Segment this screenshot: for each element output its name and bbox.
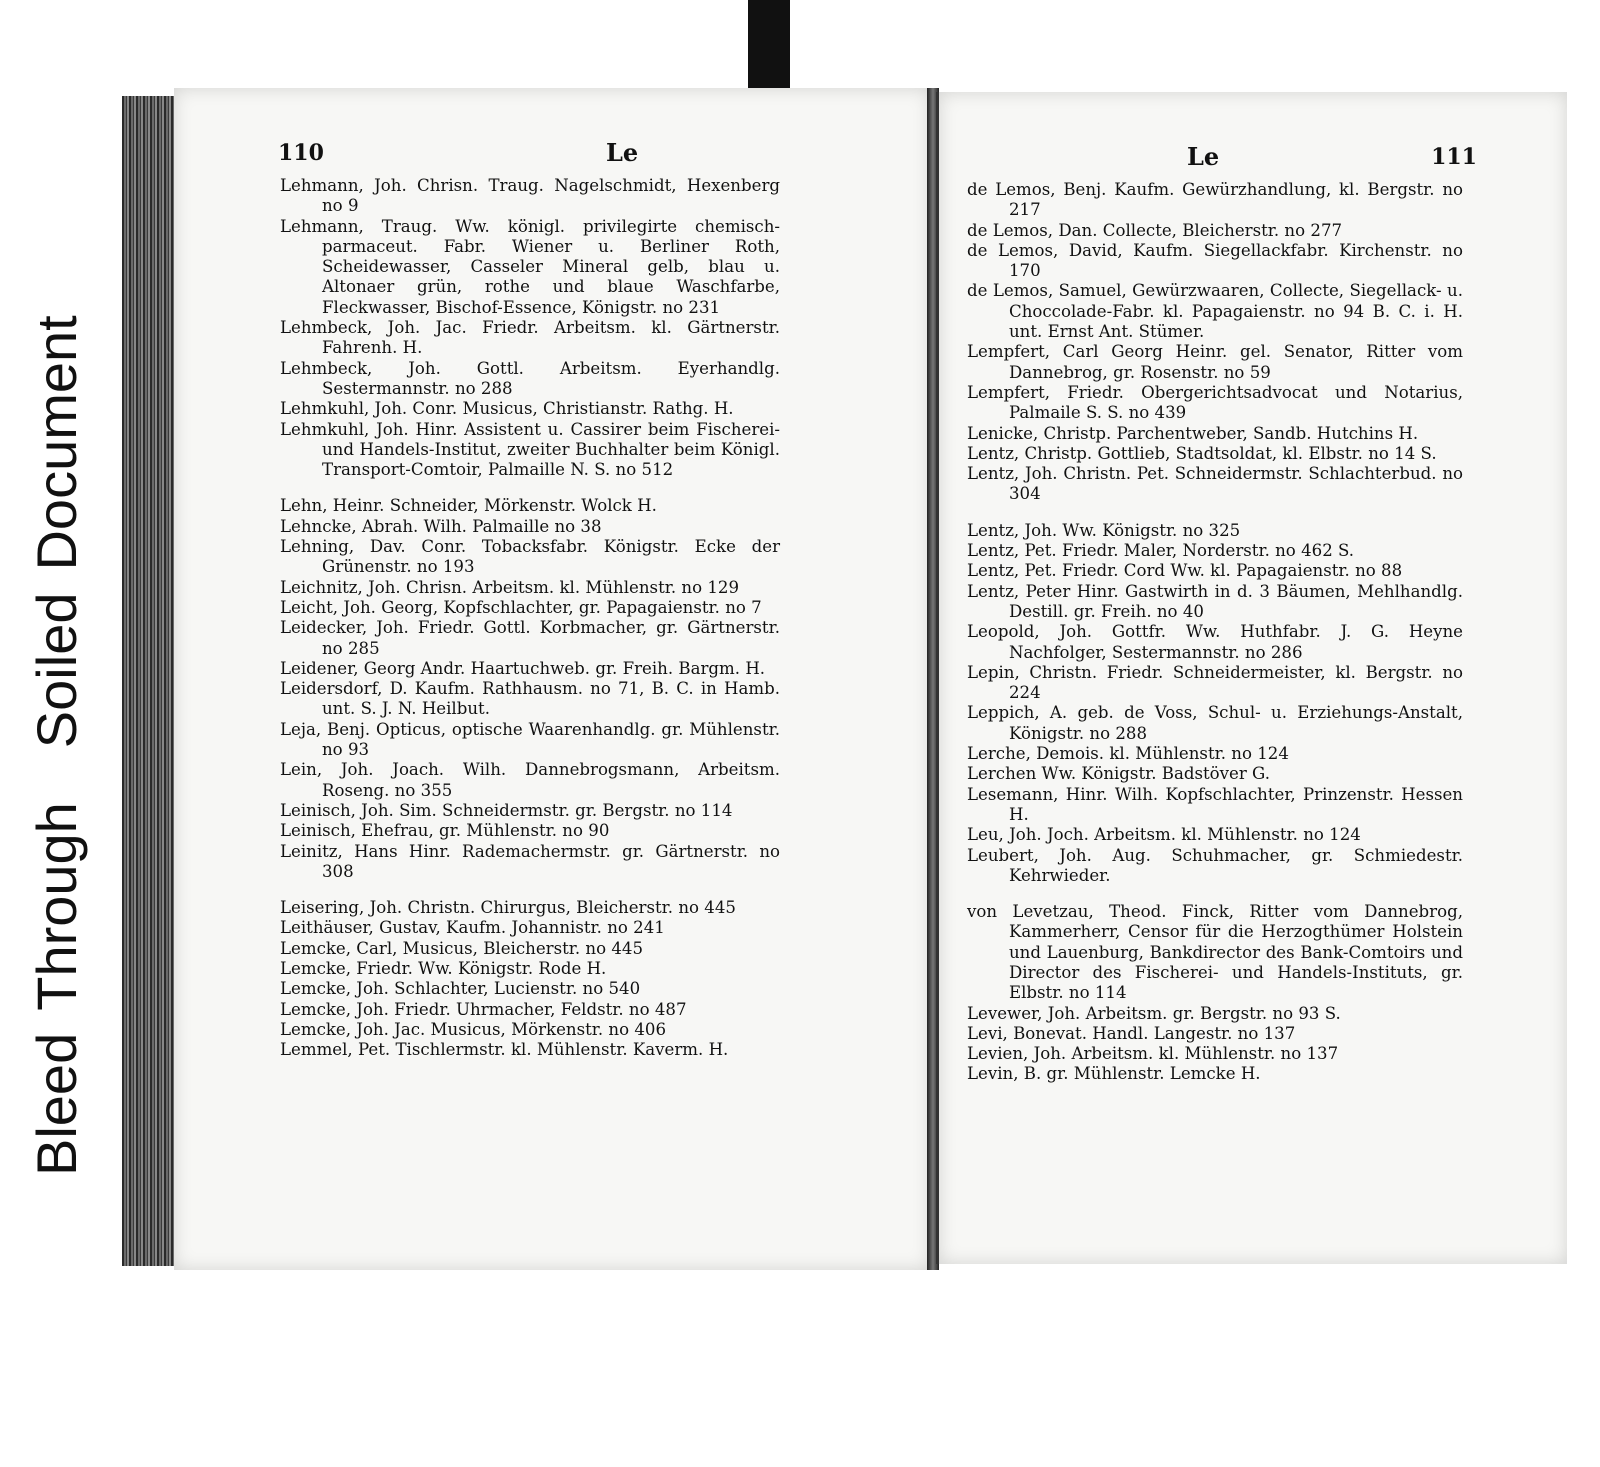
- directory-entry: de Lemos, Dan. Collecte, Bleicherstr. no 277: [967, 220, 1343, 240]
- directory-entry: Lentz, Joh. Ww. Königstr. no 325: [967, 520, 1241, 540]
- directory-entry: Lempfert, Carl Georg Heinr. gel. Senator, Ritter vom Dannebrog, gr. Rosenstr. no 59: [967, 342, 1463, 382]
- directory-entry: Lentz, Joh. Christn. Pet. Schneidermstr. Schlachterbud. no 304: [967, 464, 1463, 504]
- left-page-header: [174, 138, 930, 168]
- directory-entry: Leja, Benj. Opticus, optische Waarenhandlg. gr. Mühlenstr. no 93: [280, 719, 780, 760]
- side-label-word-soiled: Soiled: [24, 592, 88, 749]
- directory-entry: Leinisch, Ehefrau, gr. Mühlenstr. no 90: [280, 821, 610, 841]
- directory-entry: Levi, Bonevat. Handl. Langestr. no 137: [967, 1023, 1296, 1043]
- directory-entry: Lerche, Demois. kl. Mühlenstr. no 124: [967, 744, 1289, 764]
- directory-entry: Lemcke, Joh. Jac. Musicus, Mörkenstr. no 406: [280, 1019, 667, 1039]
- side-label-word-bleed: Bleed: [24, 1032, 88, 1176]
- side-label-word-document: Document: [24, 315, 88, 571]
- directory-entry: Leopold, Joh. Gottfr. Ww. Huthfabr. J. G. Heyne Nachfolger, Sestermannstr. no 286: [967, 622, 1463, 662]
- directory-entry: Lehmbeck, Joh. Gottl. Arbeitsm. Eyerhandlg. Sestermannstr. no 288: [280, 358, 780, 398]
- directory-entry: Lepin, Christn. Friedr. Schneidermeister, kl. Bergstr. no 224: [967, 662, 1463, 703]
- directory-entry: Lehmkuhl, Joh. Conr. Musicus, Christianstr. Rathg. H.: [280, 399, 734, 419]
- directory-entry: Lentz, Christp. Gottlieb, Stadtsoldat, kl. Elbstr. no 14 S.: [967, 443, 1437, 463]
- open-book: [112, 88, 1477, 1270]
- directory-entry: Lemcke, Joh. Friedr. Uhrmacher, Feldstr. no 487: [280, 999, 687, 1019]
- directory-entry: Lentz, Pet. Friedr. Cord Ww. kl. Papagaienstr. no 88: [967, 561, 1403, 581]
- page-number: 110: [278, 140, 324, 166]
- directory-entry: Levewer, Joh. Arbeitsm. gr. Bergstr. no 93 S.: [967, 1003, 1341, 1023]
- directory-entry: Lesemann, Hinr. Wilh. Kopfschlachter, Prinzenstr. Hessen H.: [967, 784, 1463, 824]
- directory-entry: Lehn, Heinr. Schneider, Mörkenstr. Wolck H.: [280, 496, 657, 516]
- directory-entry: Leubert, Joh. Aug. Schuhmacher, gr. Schmiedestr. Kehrwieder.: [967, 845, 1463, 885]
- directory-entry: Leidener, Georg Andr. Haartuchweb. gr. Freih. Bargm. H.: [280, 658, 766, 678]
- directory-entry: Lehning, Dav. Conr. Tobacksfabr. Königstr. Ecke der Grünenstr. no 193: [280, 537, 780, 577]
- directory-entry: Leichnitz, Joh. Chrisn. Arbeitsm. kl. Mühlenstr. no 129: [280, 577, 740, 597]
- directory-entry: Leppich, A. geb. de Voss, Schul- u. Erziehungs-Anstalt, Königstr. no 288: [967, 703, 1463, 743]
- directory-entry: Lemmel, Pet. Tischlermstr. kl. Mühlenstr. Kaverm. H.: [280, 1040, 729, 1060]
- directory-entry: Lenicke, Christp. Parchentweber, Sandb. Hutchins H.: [967, 423, 1419, 443]
- directory-entry: de Lemos, David, Kaufm. Siegellackfabr. Kirchenstr. no 170: [967, 240, 1463, 281]
- directory-entry: Leicht, Joh. Georg, Kopfschlachter, gr. Papagaienstr. no 7: [280, 597, 762, 617]
- directory-entry: Lentz, Pet. Friedr. Maler, Norderstr. no 462 S.: [967, 541, 1355, 561]
- directory-entry: de Lemos, Benj. Kaufm. Gewürzhandlung, kl. Bergstr. no 217: [967, 180, 1463, 220]
- directory-entry: Levin, B. gr. Mühlenstr. Lemcke H.: [967, 1064, 1261, 1084]
- directory-entry: Lerchen Ww. Königstr. Badstöver G.: [967, 764, 1270, 784]
- directory-entry: Lemcke, Joh. Schlachter, Lucienstr. no 540: [280, 979, 641, 999]
- side-label-word-through: Through: [24, 802, 88, 1011]
- left-page: [174, 88, 933, 1270]
- directory-entry: Leu, Joh. Joch. Arbeitsm. kl. Mühlenstr. no 124: [967, 825, 1361, 845]
- right-page-header: [939, 142, 1567, 172]
- directory-entry: Lein, Joh. Joach. Wilh. Dannebrogsmann, Arbeitsm. Roseng. no 355: [280, 760, 780, 800]
- directory-entry: Leisering, Joh. Christn. Chirurgus, Bleicherstr. no 445: [280, 898, 736, 918]
- directory-entry: Lehmbeck, Joh. Jac. Friedr. Arbeitsm. kl. Gärtnerstr. Fahrenh. H.: [280, 318, 780, 358]
- right-page-entries: [967, 180, 1463, 1085]
- directory-entry: Lempfert, Friedr. Obergerichtsadvocat und Notarius, Palmaile S. S. no 439: [967, 382, 1463, 423]
- directory-entry: Lehmann, Joh. Chrisn. Traug. Nagelschmidt, Hexenberg no 9: [280, 176, 780, 216]
- directory-entry: Lentz, Peter Hinr. Gastwirth in d. 3 Bäumen, Mehlhandlg. Destill. gr. Freih. no 40: [967, 581, 1463, 621]
- directory-entry: Lemcke, Carl, Musicus, Bleicherstr. no 445: [280, 938, 644, 958]
- side-label: [26, 116, 86, 1176]
- directory-entry: Lehmkuhl, Joh. Hinr. Assistent u. Cassirer beim Fischerei- und Handels-Institut, zweiter Buchhalter beim Königl. Transport-Comtoir, Palmaille N. S. no 512: [280, 419, 780, 480]
- directory-entry: Levien, Joh. Arbeitsm. kl. Mühlenstr. no 137: [967, 1044, 1339, 1064]
- directory-entry: von Levetzau, Theod. Finck, Ritter vom Dannebrog, Kammerherr, Censor für die Herzogthümer Holstein und Lauenburg, Bankdirector des Bank-Comtoirs und Director des Fischerei- und Handels-Instituts, gr. Elbstr. no 114: [967, 902, 1463, 1003]
- directory-entry: Leithäuser, Gustav, Kaufm. Johannistr. no 241: [280, 918, 665, 938]
- directory-entry: Lehmann, Traug. Ww. königl. privilegirte chemisch-parmaceut. Fabr. Wiener u. Berliner Roth, Scheidewasser, Casseler Mineral gelb, blau u. Altonaer grün, rothe und blaue Waschfarbe, Fleckwasser, Bischof-Essence, Königstr. no 231: [280, 216, 780, 317]
- directory-entry: Lehncke, Abrah. Wilh. Palmaille no 38: [280, 516, 602, 536]
- left-page-entries: [280, 176, 780, 1060]
- directory-entry: Leinitz, Hans Hinr. Rademachermstr. gr. Gärtnerstr. no 308: [280, 841, 780, 881]
- directory-entry: Leidecker, Joh. Friedr. Gottl. Korbmacher, gr. Gärtnerstr. no 285: [280, 618, 780, 658]
- directory-entry: Lemcke, Friedr. Ww. Königstr. Rode H.: [280, 958, 607, 978]
- directory-entry: Leinisch, Joh. Sim. Schneidermstr. gr. Bergstr. no 114: [280, 800, 733, 820]
- page-header-letters: Le: [1187, 142, 1220, 171]
- right-page: [936, 92, 1567, 1264]
- directory-entry: Leidersdorf, D. Kaufm. Rathhausm. no 71, B. C. in Hamb. unt. S. J. N. Heilbut.: [280, 679, 780, 719]
- spine-bar: [748, 0, 790, 96]
- directory-entry: de Lemos, Samuel, Gewürzwaaren, Collecte, Siegellack- u. Choccolade-Fabr. kl. Papagaienstr. no 94 B. C. i. H. unt. Ernst Ant. Stümer.: [967, 281, 1463, 342]
- page-header-letters: Le: [606, 138, 639, 167]
- page-number: 111: [1431, 144, 1477, 170]
